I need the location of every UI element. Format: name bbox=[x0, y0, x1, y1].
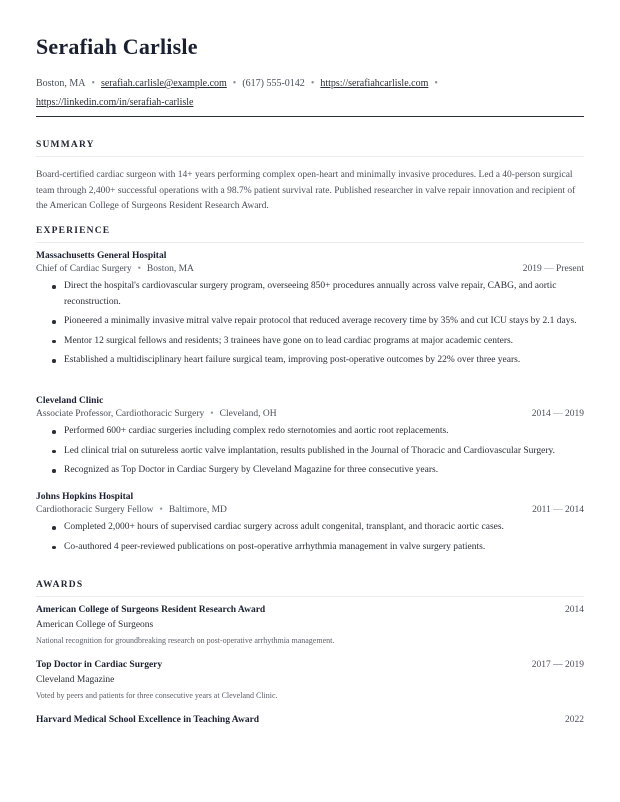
job-organization: Massachusetts General Hospital bbox=[36, 251, 167, 261]
award-organization: Cleveland Magazine bbox=[36, 675, 115, 685]
award-row bbox=[36, 660, 584, 670]
job-entry bbox=[36, 492, 584, 559]
job-bullet: Mentor 12 surgical fellows and residents; 3 trainees have gone on to lead cardiac programs at major academic centers. bbox=[36, 334, 584, 350]
section-divider bbox=[36, 596, 584, 597]
job-organization: Johns Hopkins Hospital bbox=[36, 492, 134, 502]
job-dates bbox=[523, 264, 584, 274]
separator: • bbox=[310, 78, 315, 89]
award-title: American College of Surgeons Resident Research Award bbox=[36, 605, 266, 615]
job-bullet: Direct the hospital's cardiovascular surgery program, overseeing 850+ procedures annually across valve repair, CABG, and aortic reconstruction. bbox=[36, 279, 584, 310]
job-title: Cardiothoracic Surgery Fellow bbox=[36, 505, 154, 515]
award-entry bbox=[36, 605, 584, 645]
awards-heading: AWARDS bbox=[36, 580, 84, 590]
job-bullet: Pioneered a minimally invasive mitral valve repair protocol that reduced average recovery time by 35% and cut ICU stays by 2.1 days. bbox=[36, 314, 584, 330]
award-year: 2022 bbox=[565, 715, 584, 725]
job-meta-row bbox=[36, 264, 584, 274]
job-meta-row bbox=[36, 409, 584, 419]
separator: • bbox=[210, 409, 214, 419]
job-end: Present bbox=[556, 264, 584, 274]
job-title: Chief of Cardiac Surgery bbox=[36, 264, 132, 274]
separator: • bbox=[159, 505, 163, 515]
award-entry bbox=[36, 660, 584, 700]
job-meta bbox=[36, 409, 277, 419]
job-bullet: Completed 2,000+ hours of supervised cardiac surgery across adult congenital, transplant, and thoracic aortic cases. bbox=[36, 520, 584, 536]
job-bullets bbox=[36, 424, 584, 479]
award-row bbox=[36, 605, 584, 615]
job-bullet: Recognized as Top Doctor in Cardiac Surgery by Cleveland Magazine for three consecutive years. bbox=[36, 463, 584, 479]
award-year: 2017 — 2019 bbox=[531, 660, 584, 670]
candidate-name: Serafiah Carlisle bbox=[36, 34, 198, 59]
header-divider bbox=[36, 116, 584, 117]
award-title: Top Doctor in Cardiac Surgery bbox=[36, 660, 163, 670]
section-divider bbox=[36, 242, 584, 243]
job-bullet: Performed 600+ cardiac surgeries including complex redo sternotomies and aortic root replacements. bbox=[36, 424, 584, 440]
website-link[interactable]: https://serafiahcarlisle.com bbox=[320, 78, 429, 89]
job-end: 2014 bbox=[565, 505, 584, 515]
job-entry bbox=[36, 251, 584, 373]
summary-text: Board-certified cardiac surgeon with 14+ years performing complex open-heart and minimally invasive procedures. Led a 40-person surgical team through 2,400+ successful operations with a 98.7% patient survival rate. Published researcher in valve repair innovation and recipient of the American College of Surgeons Resident Research Award. bbox=[36, 170, 576, 211]
linkedin-link[interactable]: https://linkedin.com/in/serafiah-carlisle bbox=[36, 97, 194, 108]
separator: • bbox=[434, 78, 438, 89]
separator: • bbox=[91, 78, 95, 89]
phone: (617) 555-0142 bbox=[242, 78, 305, 89]
separator: • bbox=[232, 78, 237, 89]
contact-line bbox=[36, 74, 584, 112]
job-entry bbox=[36, 396, 584, 483]
award-year: 2014 bbox=[565, 605, 584, 615]
job-bullet: Led clinical trial on sutureless aortic valve implantation, results published in the Journal of Thoracic and Cardiovascular Surgery. bbox=[36, 444, 584, 460]
job-dates bbox=[532, 409, 584, 419]
job-location: Boston, MA bbox=[146, 264, 194, 274]
award-entry bbox=[36, 715, 584, 725]
job-bullets bbox=[36, 520, 584, 555]
date-dash: — bbox=[544, 264, 554, 274]
award-title: Harvard Medical School Excellence in Teaching Award bbox=[36, 715, 260, 725]
separator: • bbox=[137, 264, 141, 274]
award-description: Voted by peers and patients for three consecutive years at Cleveland Clinic. bbox=[36, 691, 278, 700]
date-dash: — bbox=[553, 505, 563, 515]
award-row bbox=[36, 715, 584, 725]
job-title: Associate Professor, Cardiothoracic Surgery bbox=[36, 409, 205, 419]
date-dash: — bbox=[553, 409, 563, 419]
email-link[interactable]: serafiah.carlisle@example.com bbox=[100, 78, 227, 89]
job-bullet: Co-authored 4 peer-reviewed publications on post-operative arrhythmia management in valve surgery patients. bbox=[36, 540, 584, 556]
job-location: Baltimore, MD bbox=[168, 505, 227, 515]
summary-heading: SUMMARY bbox=[36, 140, 95, 150]
job-meta bbox=[36, 264, 194, 274]
job-end: 2019 bbox=[565, 409, 584, 419]
job-organization: Cleveland Clinic bbox=[36, 396, 104, 406]
award-organization: American College of Surgeons bbox=[36, 620, 154, 630]
section-divider bbox=[36, 156, 584, 157]
location: Boston, MA bbox=[36, 78, 86, 89]
award-description: National recognition for groundbreaking research on post-operative arrhythmia management. bbox=[36, 636, 335, 645]
job-start: 2011 bbox=[532, 505, 551, 515]
job-start: 2014 bbox=[531, 409, 551, 419]
job-location: Cleveland, OH bbox=[219, 409, 277, 419]
job-bullets bbox=[36, 279, 584, 369]
job-meta bbox=[36, 505, 227, 515]
job-dates bbox=[532, 505, 584, 515]
job-bullet: Established a multidisciplinary heart failure surgical team, improving post-operative outcomes by 22% over three years. bbox=[36, 353, 584, 369]
job-start: 2019 bbox=[522, 264, 542, 274]
experience-heading: EXPERIENCE bbox=[36, 226, 111, 236]
job-meta-row bbox=[36, 505, 584, 515]
